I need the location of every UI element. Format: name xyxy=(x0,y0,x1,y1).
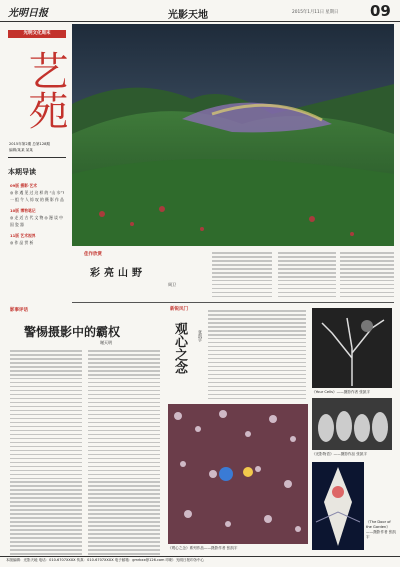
photo-your-cells xyxy=(312,308,392,388)
column-body-left xyxy=(10,350,82,560)
sidebar-editor: 编辑/某某 某某 xyxy=(9,148,33,152)
symmetric-figure-image xyxy=(312,462,364,550)
section-divider xyxy=(72,302,394,303)
flower-field-image xyxy=(168,404,308,544)
photo-door-garden xyxy=(312,462,364,550)
feature2-byline: 张凯宇 xyxy=(198,330,203,342)
feature1-byline: 周卫 xyxy=(168,282,176,287)
sidebar-title: 艺苑 xyxy=(22,50,68,130)
caption-door-garden: 《The Door of the Garden》——摄影作者 张凯宇 xyxy=(366,520,396,539)
caption-your-cells: 《Your Cells》——摄影作者 张凯宇 xyxy=(312,390,371,394)
tree-silhouette-image xyxy=(312,308,392,388)
footer-rule xyxy=(0,556,400,557)
footer-text: 本版编辑：光影天地 电话：010-6707XXXX 传真：010-6707XXXX 电子邮箱：gmrbxx@126.com 印刷：光明日报印务中心 xyxy=(6,558,205,562)
feature2-body xyxy=(208,310,306,402)
page-number: 09 xyxy=(370,2,391,20)
toc-list xyxy=(10,182,66,246)
column-kicker: 影事评话 xyxy=(10,308,28,313)
feature1-body-col2 xyxy=(278,252,336,302)
caption-main-series: 《观心之念》系列作品——摄影作者 张凯宇 xyxy=(168,546,238,550)
feature1-kicker: 佳作欣赏 xyxy=(84,252,102,257)
column-body-right xyxy=(88,350,160,560)
toc-item[interactable]: ◎ 走 近 古 代 文 物 ◎ 漫 谈 中 国 瓷 器 xyxy=(10,215,63,227)
feature1-body-col1 xyxy=(212,252,272,302)
feature1-body-col3 xyxy=(340,252,394,302)
feature2-kicker: 新锐风门 xyxy=(170,307,188,312)
hero-landscape-image xyxy=(72,24,394,246)
toc-item[interactable]: ◎ 作 品 赏 析 xyxy=(10,240,34,245)
photo-main-series xyxy=(168,404,308,544)
toc-item[interactable]: ◎ 你 遇 见 过 这 样 的 “山 水”? 一 组 令 人 惊 叹 的 摄 影 作 品 xyxy=(10,190,65,202)
hero-photo xyxy=(72,24,394,246)
issue-date: 2015年1月11日 星期日 xyxy=(292,10,339,15)
column-title: 警惕摄影中的霸权 xyxy=(24,325,121,339)
supplement-label: 光明文化周末 xyxy=(23,31,51,36)
photo-light-story xyxy=(312,398,392,450)
column-byline: 谢天明 xyxy=(100,340,112,345)
masthead-logo: 光明日报 xyxy=(8,8,48,19)
masthead xyxy=(0,0,400,22)
caption-light-story: 《光影物语》——摄影作品 张凯宇 xyxy=(312,452,368,456)
feature2-title: 观心之念 xyxy=(172,322,187,374)
statues-image xyxy=(312,398,392,450)
toc-item[interactable]: 10版 博物笔记 xyxy=(10,208,36,213)
sidebar-divider xyxy=(8,157,66,158)
supplement-badge xyxy=(8,30,66,38)
section-title: 光影天地 xyxy=(168,10,208,21)
toc-item[interactable]: 09版 摄影·艺术 xyxy=(10,183,38,188)
toc-heading: 本期导读 xyxy=(8,167,36,176)
toc-item[interactable]: 11版 艺术视界 xyxy=(10,233,36,238)
feature1-title: 彩亮山野 xyxy=(90,268,146,279)
sidebar-issue: 2015年第2期 总第128期 xyxy=(9,142,50,146)
